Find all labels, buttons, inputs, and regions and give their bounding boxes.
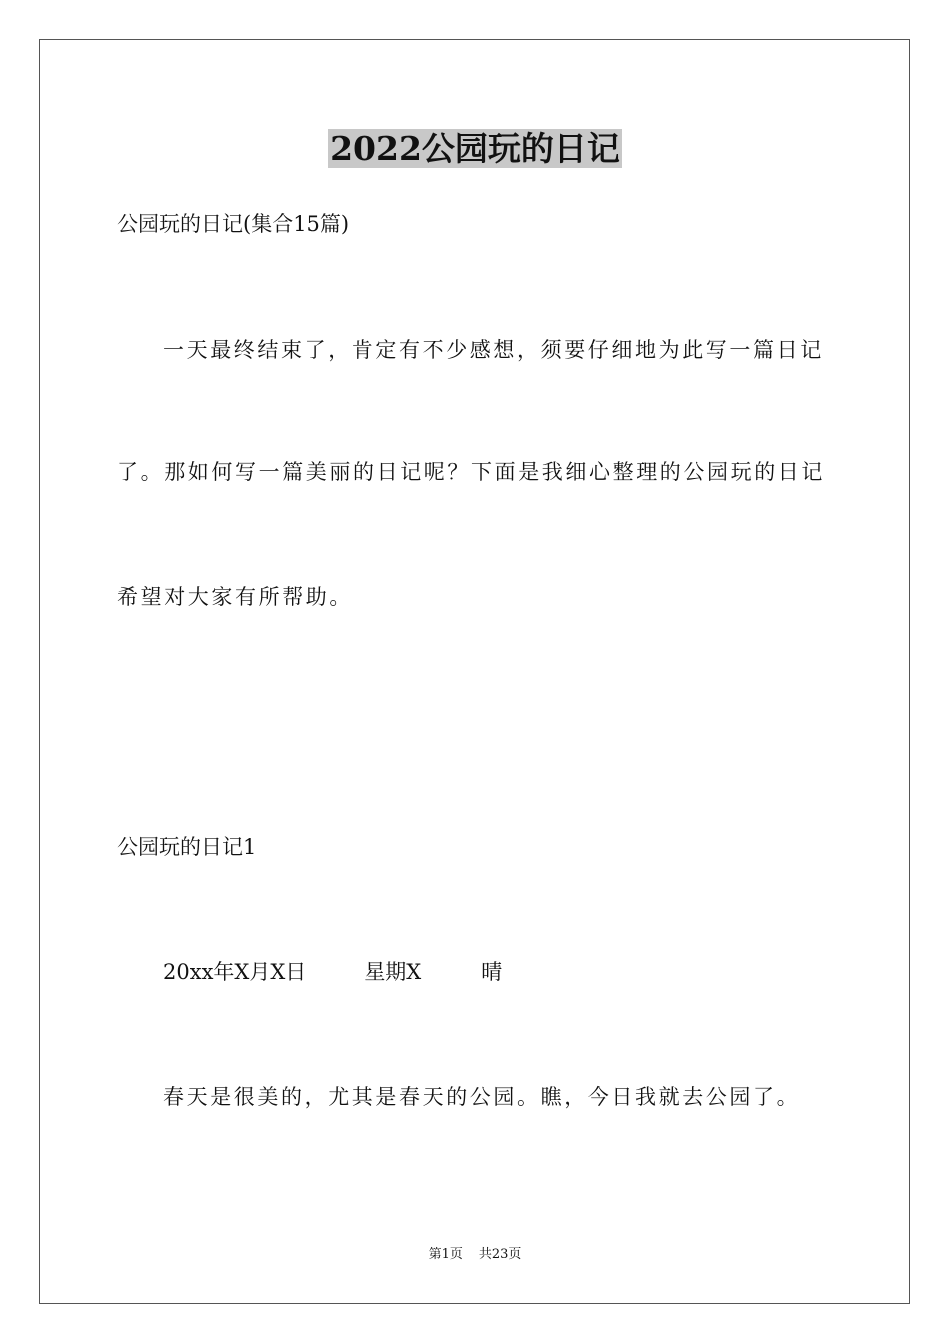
document-subtitle: 公园玩的日记(集合15篇) [117,212,350,236]
intro-line-1: 一天最终结束了，肯定有不少感想，须要仔细地为此写一篇日记 [163,338,824,362]
page-footer [0,1246,950,1264]
diary-paragraph: 春天是很美的，尤其是春天的公园。瞧，今日我就去公园了。 [163,1085,801,1109]
diary-weekday: 星期X [364,960,422,984]
section-heading: 公园玩的日记1 [117,835,257,859]
document-title [0,127,950,171]
footer-page-number: 第1页 [428,1247,463,1262]
intro-line-3: 希望对大家有所帮助。 [117,585,353,609]
document-title-text: 2022公园玩的日记 [330,129,620,168]
intro-line-2: 了。那如何写一篇美丽的日记呢？下面是我细心整理的公园玩的日记 [117,460,825,484]
diary-date: 20xx年X月X日 [163,960,307,984]
diary-weather: 晴 [481,960,503,984]
footer-total-pages: 共23页 [478,1247,522,1262]
diary-date-line [163,957,502,987]
